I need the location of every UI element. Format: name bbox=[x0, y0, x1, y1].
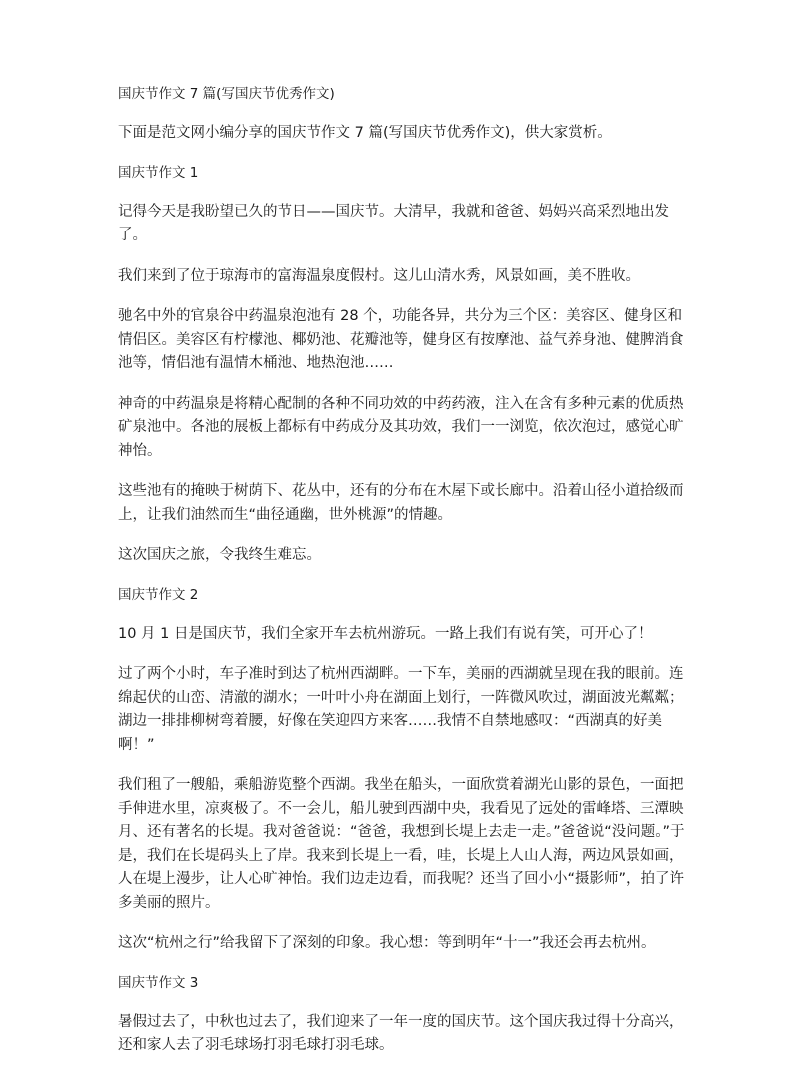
essay-2-paragraph-2: 过了两个小时，车子准时到达了杭州西湖畔。一下车，美丽的西湖就呈现在我的眼前。连绵起伏的山峦、清澈的湖水；一叶叶小舟在湖面上划行，一阵微风吹过，湖面波光粼粼；湖边一排排柳树弯着腰，好像在笑迎四方来客……我情不自禁地感叹：“西湖真的好美啊！” bbox=[118, 666, 684, 753]
essay-1-paragraph-2: 我们来到了位于琼海市的富海温泉度假村。这儿山清水秀，风景如画，美不胜收。 bbox=[118, 267, 640, 284]
essay-1-paragraph-1: 记得今天是我盼望已久的节日——国庆节。大清早，我就和爸爸、妈妈兴高采烈地出发了。 bbox=[118, 203, 669, 243]
essay-2-heading: 国庆节作文 2 bbox=[118, 586, 199, 603]
essay-2-paragraph-3: 我们租了一艘船，乘船游览整个西湖。我坐在船头，一面欣赏着湖光山影的景色，一面把手伸进水里，凉爽极了。不一会儿，船儿驶到西湖中央，我看见了远处的雷峰塔、三潭映月、还有著名的长堤。我对爸爸说：“爸爸，我想到长堤上去走一走。”爸爸说“没问题。”于是，我们在长堤码头上了岸。我来到长堤上一看，哇，长堤上人山人海，两边风景如画，人在堤上漫步，让人心旷神怡。我们边走边看，而我呢？还当了回小小“摄影师”，拍了许多美丽的照片。 bbox=[118, 777, 685, 911]
essay-1-paragraph-6: 这次国庆之旅，令我终生难忘。 bbox=[118, 547, 321, 563]
essay-2-paragraph-1: 10 月 1 日是国庆节，我们全家开车去杭州游玩。一路上我们有说有笑，可开心了！ bbox=[118, 625, 653, 642]
essay-1-paragraph-4: 神奇的中药温泉是将精心配制的各种不同功效的中药药液，注入在含有多种元素的优质热矿泉池中。各池的展板上都标有中药成分及其功效，我们一一浏览，依次泡过，感觉心旷神怡。 bbox=[118, 395, 684, 459]
essay-3-paragraph-1: 暑假过去了，中秋也过去了，我们迎来了一年一度的国庆节。这个国庆我过得十分高兴，还和家人去了羽毛球场打羽毛球打羽毛球。 bbox=[118, 1013, 684, 1053]
essay-1-paragraph-3: 驰名中外的官泉谷中药温泉泡池有 28 个，功能各异，共分为三个区：美容区、健身区和情侣区。美容区有柠檬池、椰奶池、花瓣池等，健身区有按摩池、益气养身池、健脾消食池等，情侣池有温情木桶池、地热泡池…… bbox=[118, 308, 684, 371]
essay-2-paragraph-4: 这次“杭州之行”给我留下了深刻的印象。我心想：等到明年“十一”我还会再去杭州。 bbox=[118, 935, 656, 951]
document-page bbox=[118, 84, 688, 1075]
essay-1-heading: 国庆节作文 1 bbox=[118, 164, 199, 181]
essay-3-heading: 国庆节作文 3 bbox=[118, 974, 199, 991]
intro-paragraph: 下面是范文网小编分享的国庆节作文 7 篇(写国庆节优秀作文)，供大家赏析。 bbox=[118, 125, 612, 141]
essay-1-paragraph-5: 这些池有的掩映于树荫下、花丛中，还有的分布在木屋下或长廊中。沿着山径小道拾级而上，让我们油然而生“曲径通幽，世外桃源”的情趣。 bbox=[118, 483, 684, 523]
document-title: 国庆节作文 7 篇(写国庆节优秀作文) bbox=[118, 86, 335, 102]
